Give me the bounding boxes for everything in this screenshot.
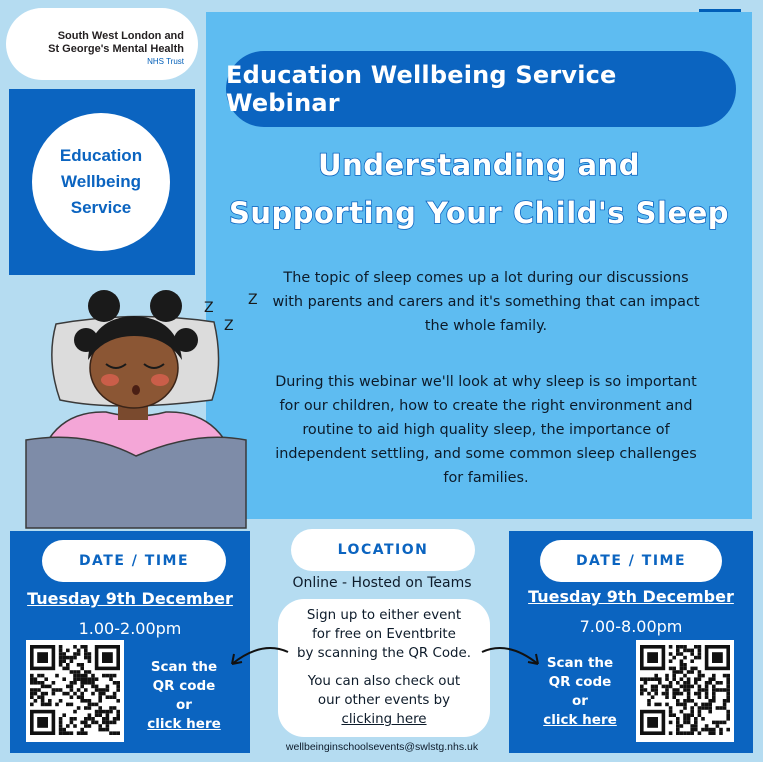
session-date: Tuesday 9th December: [27, 589, 233, 608]
details-paragraph: During this webinar we'll look at why sleep is so important for our children, how to create the right environment and routine to aid high quality sleep, the importance of independent settling, and some common sleep challenges for families.: [275, 374, 697, 486]
webinar-banner: [226, 51, 736, 127]
sleeping-child-illustration: [26, 280, 258, 528]
contact-email[interactable]: wellbeinginschoolsevents@swlstg.nhs.uk: [285, 741, 479, 753]
register-link-evening[interactable]: click here: [543, 712, 617, 728]
intro-paragraph: The topic of sleep comes up a lot during our discussions with parents and carers and it's something that can impact the whole family.: [272, 270, 700, 334]
location-value: Online - Hosted on Teams: [292, 575, 472, 591]
trust-subtitle: NHS Trust: [147, 57, 184, 66]
scan-instructions: [534, 654, 626, 730]
scan-line: QR code: [152, 678, 216, 694]
signup-line: for free on Eventbrite: [312, 627, 456, 642]
other-events-line: You can also check out: [307, 674, 461, 689]
register-link-afternoon[interactable]: click here: [147, 716, 221, 732]
other-events-link[interactable]: clicking here: [341, 712, 427, 727]
qr-pattern: [30, 645, 120, 737]
trust-name-line-1: South West London and: [57, 30, 184, 42]
location-heading: [291, 529, 475, 571]
zzz-letter: Z: [204, 300, 214, 316]
scan-line: Scan the: [150, 659, 218, 675]
webinar-banner-text: Education Wellbeing Service Webinar: [226, 61, 617, 117]
session-time: 1.00-2.00pm: [78, 619, 182, 638]
session-date: Tuesday 9th December: [528, 587, 734, 606]
qr-pattern: [640, 645, 730, 737]
trust-name-line-2: St George's Mental Health: [48, 43, 184, 55]
signup-line: by scanning the QR Code.: [296, 646, 472, 661]
zzz-letter: Z: [248, 292, 258, 308]
scan-line: Scan the: [546, 655, 614, 671]
zzz-letter: Z: [224, 318, 234, 334]
scan-line: QR code: [548, 674, 612, 690]
other-events-line: our other events by: [317, 693, 451, 708]
event-title-line-1: Understanding and: [318, 148, 640, 182]
scan-line: or: [176, 697, 192, 713]
signup-text: [278, 606, 490, 729]
qr-code[interactable]: [26, 640, 124, 742]
date-time-heading: [540, 540, 722, 582]
scan-instructions: [138, 658, 230, 734]
service-circle: [32, 113, 170, 251]
session-time: 7.00-8.00pm: [579, 617, 683, 636]
scan-line: or: [572, 693, 588, 709]
date-time-heading-text: DATE / TIME: [575, 553, 687, 569]
date-time-heading-text: DATE / TIME: [78, 553, 190, 569]
signup-line: Sign up to either event: [306, 608, 462, 623]
date-time-heading: [42, 540, 226, 582]
location-heading-text: LOCATION: [337, 542, 429, 558]
service-name: Education Wellbeing Service: [59, 146, 143, 217]
event-title-line-2: Supporting Your Child's Sleep: [228, 196, 730, 230]
qr-code[interactable]: [636, 640, 734, 742]
